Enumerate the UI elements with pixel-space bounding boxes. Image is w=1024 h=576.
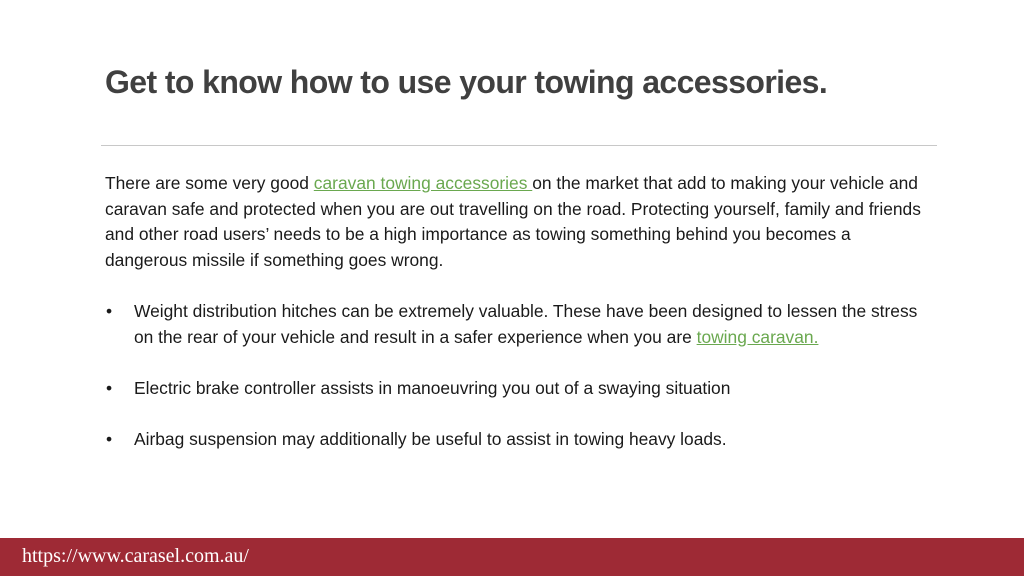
title-divider [101,145,937,146]
bullet-list [105,299,927,453]
bullet-icon: • [106,428,113,449]
slide-title: Get to know how to use your towing accessories. [105,64,828,100]
bullet-text: Weight distribution hitches can be extremely valuable. These have been designed to lessen the stress on the rear of your vehicle and result in a safer experience when you are [134,300,918,347]
towing-caravan-link[interactable]: towing caravan. [696,326,819,347]
footer-bar [0,538,1024,576]
caravan-towing-accessories-link[interactable]: caravan towing accessories [313,173,533,193]
slide-content [105,171,927,478]
intro-text-after: on the market that add to making your vehicle and caravan safe and protected when you are out travelling on the road. Protecting yourself, family and friends and other road users’ needs to be a high importance as towing something behind you becomes a dangerous missile if something goes wrong. [105,173,921,270]
bullet-icon: • [106,377,113,398]
intro-paragraph [105,171,927,273]
list-item [105,299,927,350]
footer-url[interactable]: https://www.carasel.com.au/ [22,545,249,567]
intro-text-before: There are some very good [105,173,314,193]
list-item [105,376,927,402]
list-item [105,427,927,453]
bullet-icon: • [106,300,113,321]
bullet-text: Airbag suspension may additionally be useful to assist in towing heavy loads. [134,428,727,449]
bullet-text: Electric brake controller assists in manoeuvring you out of a swaying situation [134,377,731,398]
